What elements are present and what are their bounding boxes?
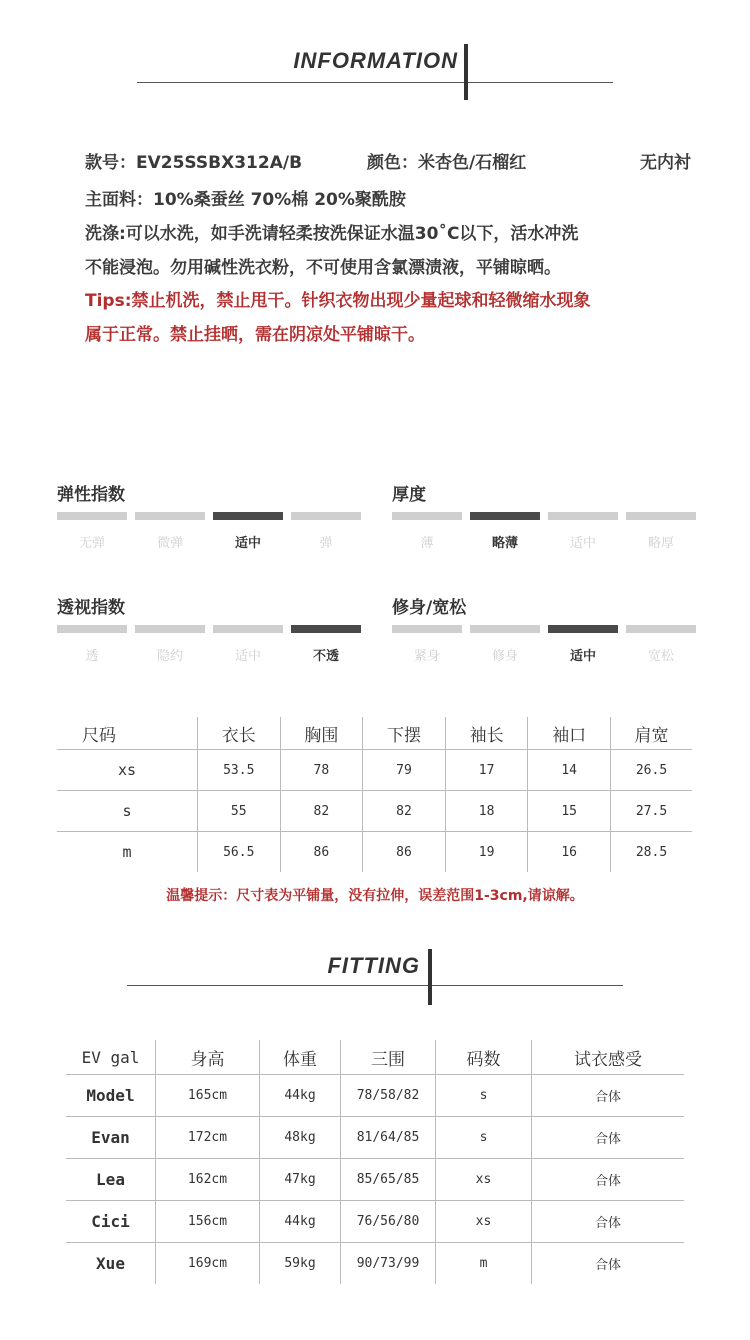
table-cell: 合体 (532, 1243, 685, 1285)
table-row (66, 1243, 684, 1285)
indicator-option-label: 略厚 (647, 536, 674, 551)
table-cell: 56.5 (197, 832, 280, 873)
table-cell: 82 (363, 791, 446, 832)
model-name-cell: Model (66, 1075, 156, 1117)
table-cell: 合体 (532, 1201, 685, 1243)
table-cell: 85/65/85 (341, 1159, 436, 1201)
table-cell: 82 (280, 791, 363, 832)
tips-line-1: Tips:禁止机洗，禁止甩干。针织衣物出现少量起球和轻微缩水现象 (85, 291, 591, 311)
size-cell: xs (57, 750, 197, 791)
table-cell: 78/58/82 (341, 1075, 436, 1117)
indicator-segment (213, 625, 283, 633)
table-cell: 55 (197, 791, 280, 832)
table-cell: 合体 (532, 1075, 685, 1117)
model-name-cell: Xue (66, 1243, 156, 1285)
table-row (57, 750, 692, 791)
size-cell: m (57, 832, 197, 873)
table-cell: 44kg (260, 1201, 341, 1243)
table-cell: 81/64/85 (341, 1117, 436, 1159)
size-table (57, 717, 692, 872)
size-table-header: 下摆 (363, 717, 446, 750)
indicator-title: 厚度 (392, 485, 426, 505)
table-cell: 90/73/99 (341, 1243, 436, 1285)
model-name-cell: Cici (66, 1201, 156, 1243)
lining-info: 无内衬 (640, 153, 691, 173)
table-cell: 169cm (156, 1243, 260, 1285)
table-cell: 79 (363, 750, 446, 791)
indicator-option-label: 无弹 (78, 536, 105, 551)
wash-instructions-line-2: 不能浸泡。勿用碱性洗衣粉，不可使用含氯漂渍液，平铺晾晒。 (85, 258, 561, 278)
tips-line-2: 属于正常。禁止挂晒，需在阴凉处平铺晾干。 (85, 325, 425, 345)
table-cell: 16 (528, 832, 611, 873)
table-cell: 78 (280, 750, 363, 791)
model-name-cell: Evan (66, 1117, 156, 1159)
table-cell: 27.5 (611, 791, 693, 832)
size-table-note: 温馨提示：尺寸表为平铺量，没有拉伸，误差范围1-3cm,请谅解。 (166, 888, 584, 904)
model-name-cell: Lea (66, 1159, 156, 1201)
fitting-table-header: 三围 (341, 1040, 436, 1075)
table-row (66, 1159, 684, 1201)
table-row (57, 791, 692, 832)
indicator-option-label: 适中 (234, 536, 261, 551)
fitting-header-bar (428, 949, 432, 1005)
table-cell: m (436, 1243, 532, 1285)
information-title: INFORMATION (293, 48, 458, 73)
table-cell: 172cm (156, 1117, 260, 1159)
indicator-title: 弹性指数 (57, 485, 125, 505)
product-color: 颜色：米杏色/石榴红 (367, 153, 527, 173)
indicator-option-label: 薄 (420, 536, 434, 551)
style-number: 款号：EV25SSBX312A/B (85, 153, 303, 173)
table-cell: 86 (363, 832, 446, 873)
table-cell: xs (436, 1159, 532, 1201)
table-cell: 86 (280, 832, 363, 873)
table-row (66, 1201, 684, 1243)
indicator-option-label: 紧身 (413, 649, 440, 664)
indicator-option-label: 修身 (491, 649, 518, 664)
size-table-header: 胸围 (280, 717, 363, 750)
information-header-bar (464, 44, 468, 100)
table-cell: 合体 (532, 1117, 685, 1159)
indicator-segment (548, 512, 618, 520)
indicator-segment (135, 512, 205, 520)
indicator-option-label: 微弹 (156, 536, 183, 551)
table-cell: 48kg (260, 1117, 341, 1159)
indicator-segment (470, 512, 540, 520)
size-table-header: 袖口 (528, 717, 611, 750)
size-table-header: 肩宽 (611, 717, 693, 750)
table-row (66, 1075, 684, 1117)
table-cell: 59kg (260, 1243, 341, 1285)
table-cell: 合体 (532, 1159, 685, 1201)
table-cell: 28.5 (611, 832, 693, 873)
indicator-segment (135, 625, 205, 633)
size-table-header: 衣长 (197, 717, 280, 750)
table-cell: 44kg (260, 1075, 341, 1117)
fitting-table-header: 试衣感受 (532, 1040, 685, 1075)
indicator-option-label: 适中 (569, 649, 596, 664)
table-cell: 47kg (260, 1159, 341, 1201)
table-cell: s (436, 1117, 532, 1159)
table-cell: xs (436, 1201, 532, 1243)
indicator-option-label: 透 (85, 649, 99, 664)
fitting-table-header: 体重 (260, 1040, 341, 1075)
table-cell: 53.5 (197, 750, 280, 791)
indicator-option-label: 不透 (312, 649, 339, 664)
indicator-segment (291, 512, 361, 520)
table-cell: 162cm (156, 1159, 260, 1201)
indicator-option-label: 隐约 (156, 649, 183, 664)
table-cell: 156cm (156, 1201, 260, 1243)
indicator-segment (392, 512, 462, 520)
table-cell: s (436, 1075, 532, 1117)
fitting-table-header: 身高 (156, 1040, 260, 1075)
indicator-segment (470, 625, 540, 633)
indicator-segment (548, 625, 618, 633)
indicator-segment (291, 625, 361, 633)
size-table-header: 尺码 (82, 725, 116, 746)
indicator-segment (626, 512, 696, 520)
size-cell: s (57, 791, 197, 832)
indicator-option-label: 适中 (569, 536, 596, 551)
indicator-option-label: 略薄 (491, 536, 518, 551)
wash-instructions-line-1: 洗涤:可以水洗，如手洗请轻柔按洗保证水温30˚C以下，活水冲洗 (85, 224, 579, 244)
indicator-option-label: 弹 (319, 536, 333, 551)
size-table-header: 袖长 (445, 717, 528, 750)
fitting-table-header: EV gal (81, 1047, 140, 1067)
table-cell: 76/56/80 (341, 1201, 436, 1243)
indicator-title: 修身/宽松 (392, 598, 467, 618)
table-cell: 18 (445, 791, 528, 832)
indicator-title: 透视指数 (57, 598, 125, 618)
indicator-segment (626, 625, 696, 633)
indicator-segment (57, 625, 127, 633)
indicator-option-label: 宽松 (647, 649, 674, 664)
table-cell: 14 (528, 750, 611, 791)
fitting-table (66, 1040, 684, 1284)
fitting-table-header-row (66, 1040, 684, 1075)
indicator-option-label: 适中 (234, 649, 261, 664)
table-cell: 19 (445, 832, 528, 873)
table-cell: 26.5 (611, 750, 693, 791)
table-cell: 15 (528, 791, 611, 832)
table-cell: 17 (445, 750, 528, 791)
indicator-segment (57, 512, 127, 520)
indicator-segment (392, 625, 462, 633)
material-info: 主面料：10%桑蚕丝 70%棉 20%聚酰胺 (85, 190, 406, 210)
fitting-title: FITTING (327, 953, 420, 978)
size-table-header-row (57, 717, 692, 750)
information-header-line (137, 82, 613, 83)
indicator-segment (213, 512, 283, 520)
table-cell: 165cm (156, 1075, 260, 1117)
table-row (57, 832, 692, 873)
fitting-header-line (127, 985, 623, 986)
fitting-table-header: 码数 (436, 1040, 532, 1075)
table-row (66, 1117, 684, 1159)
